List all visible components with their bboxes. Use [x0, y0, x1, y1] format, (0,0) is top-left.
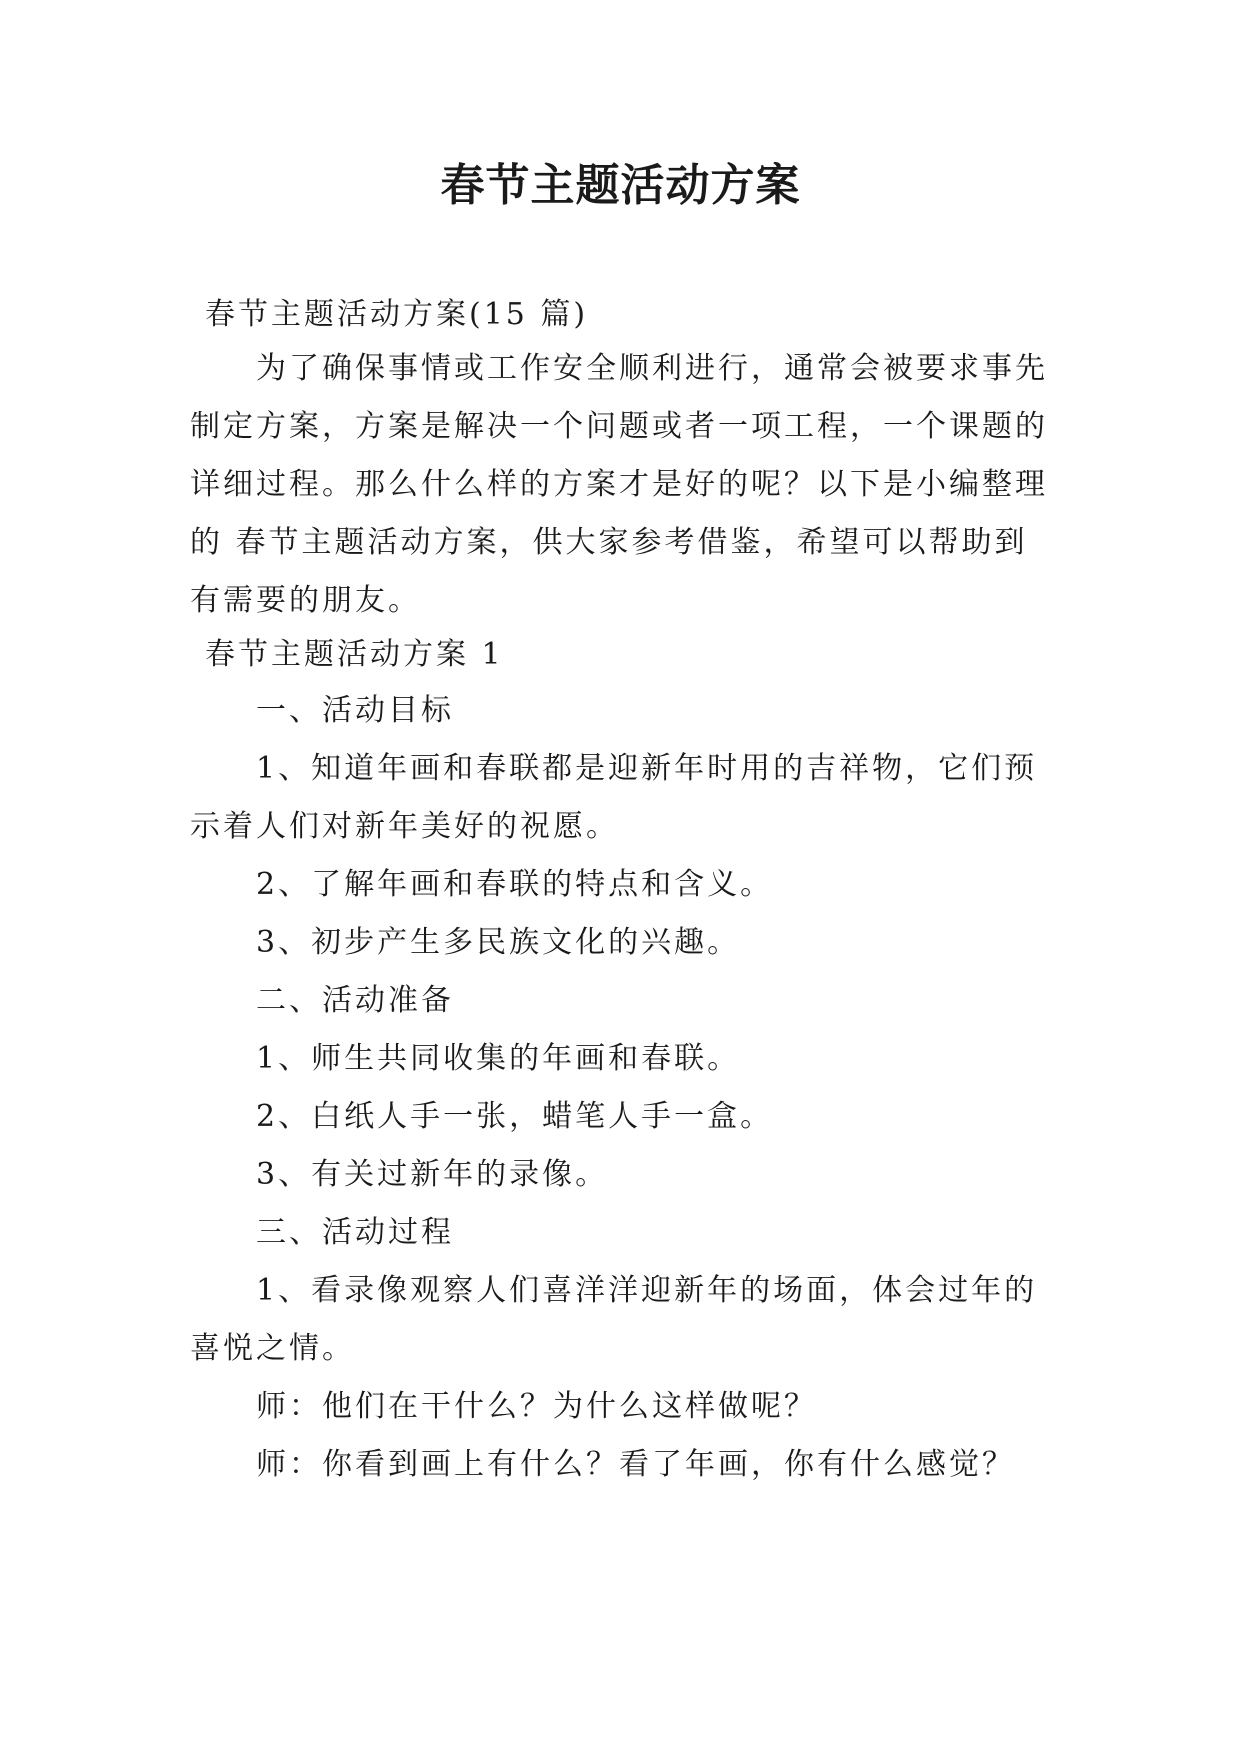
goal-item-1: 1、知道年画和春联都是迎新年时用的吉祥物，它们预示着人们对新年美好的祝愿。 — [190, 751, 1038, 844]
intro-paragraph: 为了确保事情或工作安全顺利进行，通常会被要求事先制定方案，方案是解决一个问题或者一项工程，一个课题的详细过程。那么什么样的方案才是好的呢？以下是小编整理的 春节主题活动方案，供大家参考借鉴，希望可以帮助到有需要的朋友。 — [190, 351, 1048, 618]
page-title: 春节主题活动方案 — [440, 160, 801, 211]
goal-item-3: 3、初步产生多民族文化的兴趣。 — [256, 925, 741, 960]
goal-item-2: 2、了解年画和春联的特点和含义。 — [256, 867, 774, 902]
process-item-1: 1、看录像观察人们喜洋洋迎新年的场面，体会过年的喜悦之情。 — [190, 1273, 1038, 1366]
section-title: 春节主题活动方案 1 — [205, 637, 504, 672]
process-heading: 三、活动过程 — [256, 1215, 454, 1250]
goal-heading: 一、活动目标 — [256, 693, 454, 728]
document-subtitle: 春节主题活动方案(15 篇) — [205, 297, 589, 332]
prep-item-2: 2、白纸人手一张，蜡笔人手一盒。 — [256, 1099, 774, 1134]
prep-item-1: 1、师生共同收集的年画和春联。 — [256, 1041, 741, 1076]
prep-item-3: 3、有关过新年的录像。 — [256, 1157, 609, 1192]
teacher-question-1: 师：他们在干什么？为什么这样做呢？ — [256, 1389, 817, 1424]
prep-heading: 二、活动准备 — [256, 983, 454, 1018]
teacher-question-2: 师：你看到画上有什么？看了年画，你有什么感觉？ — [256, 1447, 1015, 1482]
